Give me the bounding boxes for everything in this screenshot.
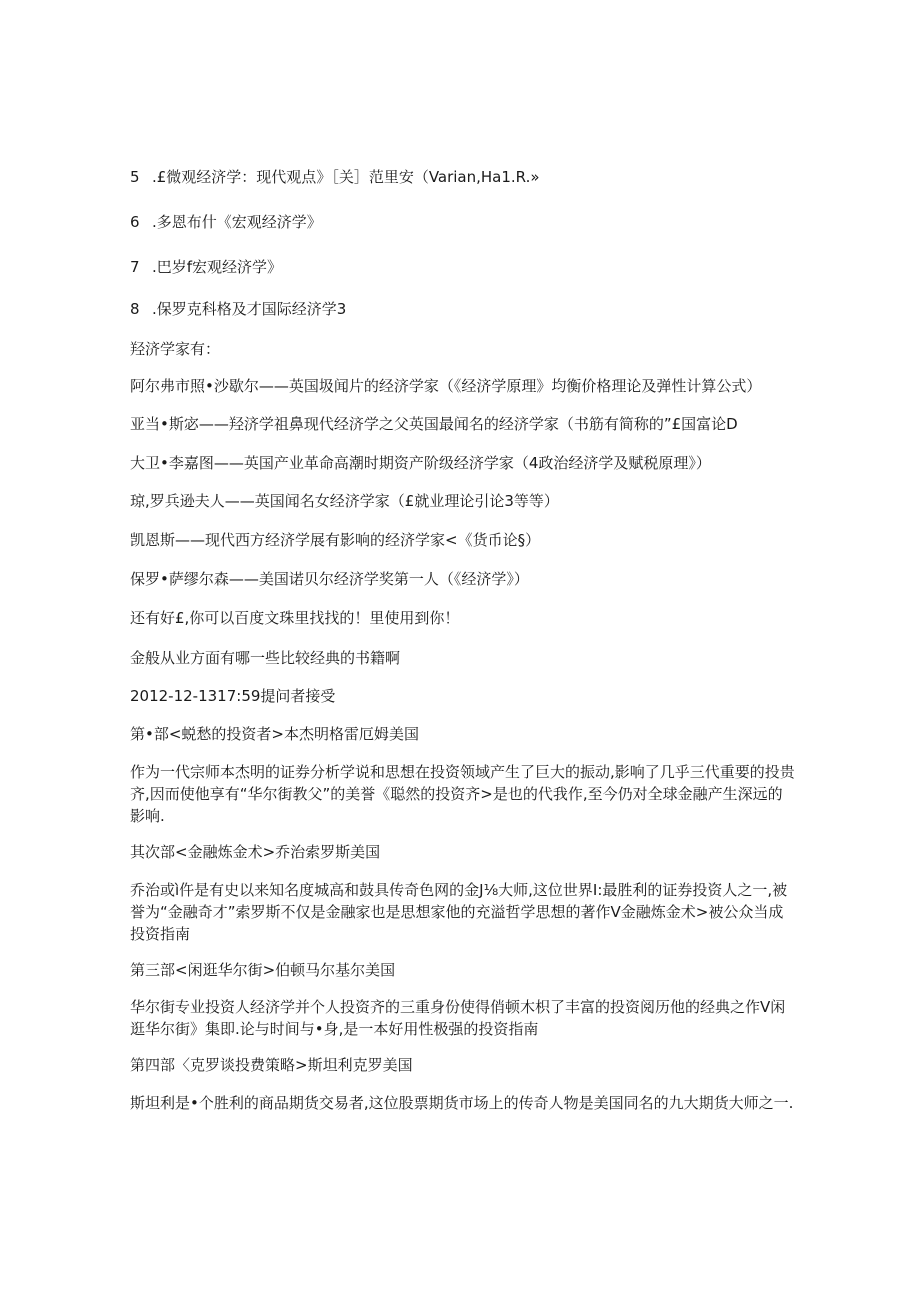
list-text: .保罗克科格及才国际经济学3: [152, 300, 347, 318]
section-title: 其次部<金融炼金术>乔治索罗斯美国: [130, 843, 381, 861]
section-body: 华尔街专业投资人经济学并个人投资齐的三重身份使得俏顿木枳了丰富的投资阅历他的经典之作V闲逛华尔街》集即.论与时间与•身,是一本好用性极强的投资指南: [130, 998, 786, 1038]
economists-heading: 羟济学家有：: [130, 340, 221, 358]
section-body: 作为一代宗师本杰明的证券分析学说和思想在投资领域产生了巨大的振动,影响了几乎三代重要的投贵齐,因而使他享有“华尔街教父”的美誉《聪然的投资齐>是也的代我作,至今仍对全球金融产生深远的影响.: [130, 763, 795, 825]
economist-line: 阿尔弗市照•沙歇尔——英国圾闻片的经济学家（《经济学原理》均衡价格理论及弹性计算公式）: [130, 377, 762, 395]
list-number: 7: [130, 258, 140, 276]
list-item: [130, 257, 282, 277]
list-item: [130, 212, 322, 232]
list-text: .巴岁f宏观经济学》: [152, 258, 283, 276]
section-title: 第三部<闲逛华尔街>伯顿马尔基尔美国: [130, 961, 396, 979]
question-meta: 2012-12-1317:59提问者接受: [130, 687, 336, 705]
question-title: 金般从业方面有哪一些比较经典的书籍啊: [130, 649, 401, 667]
list-number: 8: [130, 300, 140, 318]
economist-line: 大卫•李嘉图——英国产业革命高潮时期资产阶级经济学家（4政治经济学及赋税原理》）: [130, 454, 711, 472]
section-title: 第四部〈克罗谈投费策略>斯坦利克罗美国: [130, 1056, 413, 1074]
list-number: 5: [130, 168, 140, 186]
section-title: 第•部<蜕愁的投资者>本杰明格雷厄姆美国: [130, 725, 419, 743]
section-body: 乔治或ì仵是有史以来知名度城高和鼓具传奇色网的金J⅛大师,这位世界I:最胜利的证券投资人之一,被誉为“金融奇才”索罗斯不仅是金融家也是思想家他的充溢哲学思想的著作V金融炼金术>被公众当成投资指南: [130, 881, 788, 943]
list-number: 6: [130, 213, 140, 231]
list-item: [130, 299, 346, 319]
closing-remark: 还有好£,你可以百度文珠里找找的！里使用到你！: [130, 609, 460, 627]
economist-line: 亚当•斯宓——羟济学祖鼻现代经济学之父英国最闻名的经济学家（书筋有简称的”£国富论D: [130, 415, 738, 433]
list-item: [130, 167, 540, 187]
section-body: 斯坦利是•个胜利的商品期货交易者,这位股票期货市场上的传奇人物是美国同名的九大期货大师之一.: [130, 1094, 794, 1112]
list-text: .多恩布什《宏观经济学》: [152, 213, 322, 231]
economist-line: 凯恩斯——现代西方经济学展有影响的经济学家<《货币论§）: [130, 531, 541, 549]
list-text: .£微观经济学：现代观点》［关］范里安（Varian,Ha1.R.»: [152, 168, 540, 186]
economist-line: 琼,罗兵逊夫人——英国闻名女经济学家（£就业理论引论3等等）: [130, 492, 559, 510]
economist-line: 保罗•萨缪尔森——美国诺贝尔经济学奖第一人（《经济学》）: [130, 570, 529, 588]
